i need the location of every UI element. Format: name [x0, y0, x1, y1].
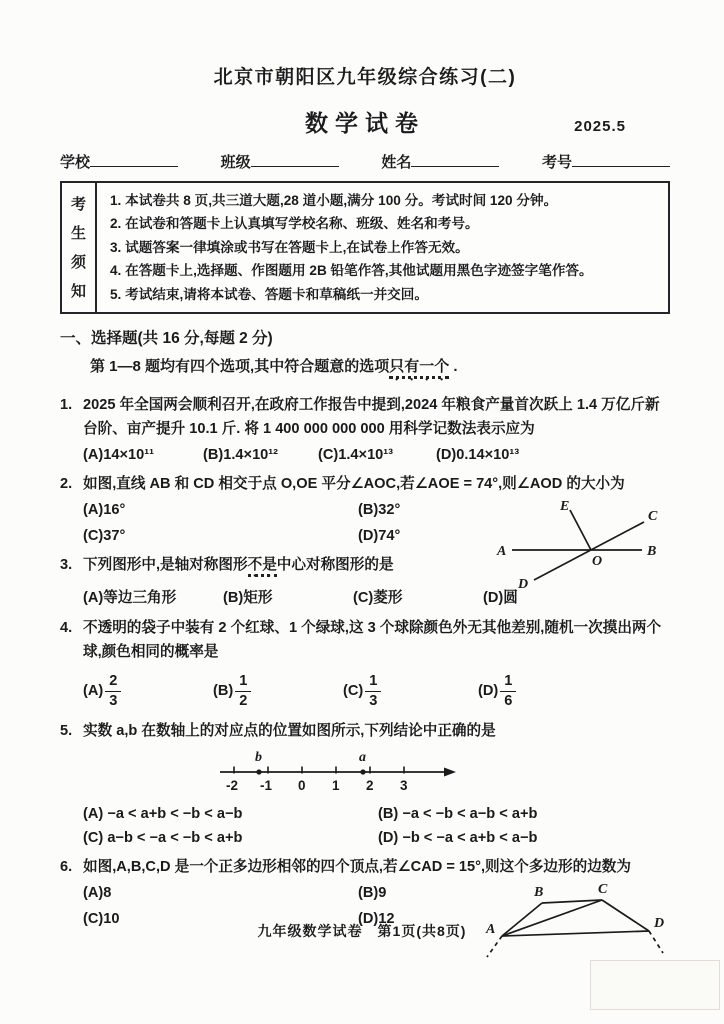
point-a-label: a — [359, 749, 366, 765]
notice-side-char: 考 — [70, 196, 86, 214]
notice-item: 2. 在试卷和答题卡上认真填写学校名称、班级、姓名和考号。 — [110, 216, 479, 232]
option-4a — [83, 673, 213, 710]
label-c: C — [598, 881, 608, 897]
question-3-options — [60, 586, 670, 607]
question-3-stem — [60, 553, 670, 580]
class-blank — [251, 152, 339, 167]
question-6-number: 6. — [60, 858, 73, 875]
question-5-stem — [60, 719, 670, 743]
question-1 — [60, 393, 670, 463]
label-b: B — [534, 884, 544, 900]
notice-item: 4. 在答题卡上,选择题、作图题用 2B 铅笔作答,其他试题用黑色字迹签字笔作答。 — [110, 263, 593, 279]
examno-label: 考号 — [541, 154, 572, 171]
question-4-number: 4. — [60, 620, 73, 637]
fraction — [365, 673, 381, 710]
notice-side-char: 知 — [70, 283, 86, 301]
label-b: B — [647, 544, 657, 560]
subject-row — [60, 105, 670, 137]
option-2a: (A)16° — [83, 502, 126, 519]
tick-label: 1 — [332, 777, 340, 793]
question-2-stem — [60, 472, 670, 496]
fraction — [500, 673, 516, 710]
label-a: A — [497, 544, 507, 560]
option-6d: (D)12 — [358, 910, 395, 927]
denominator: 6 — [504, 693, 513, 710]
label-d: D — [654, 915, 665, 931]
class-label: 班级 — [220, 154, 251, 171]
option-4a-label: (A) — [83, 683, 104, 700]
question-5 — [60, 719, 670, 846]
examno-field — [542, 151, 670, 172]
denominator: 3 — [109, 693, 118, 710]
option-2c: (C)37° — [83, 528, 126, 545]
question-4-stem — [60, 616, 670, 664]
option-6b: (B)9 — [358, 884, 387, 901]
option-2d: (D)74° — [358, 528, 401, 545]
question-3-emphasis: 不是 — [248, 557, 277, 577]
option-3d: (D)圆 — [483, 590, 518, 607]
point-b-label: b — [255, 749, 262, 765]
subject-title: 数学试卷 — [305, 110, 425, 136]
fraction — [235, 673, 251, 710]
tick-label: 3 — [400, 777, 408, 793]
numerator: 1 — [235, 673, 251, 692]
question-4-text: 不透明的袋子中装有 2 个红球、1 个绿球,这 3 个球除颜色外无其他差别,随机一次摸出两个球,颜色相同的概率是 — [83, 620, 662, 661]
notice-side-label — [62, 183, 97, 312]
number-line-figure — [212, 750, 462, 796]
notice-side-char: 生 — [70, 225, 86, 243]
scan-artifact — [590, 960, 720, 1010]
question-2-text: 如图,直线 AB 和 CD 相交于点 O,OE 平分∠AOC,若∠AOE = 74°,则∠AOD 的大小为 — [83, 476, 625, 493]
question-3-number: 3. — [60, 557, 73, 574]
class-field — [221, 151, 339, 172]
question-1-stem — [60, 393, 670, 441]
school-label: 学校 — [60, 154, 91, 171]
option-4d-label: (D) — [478, 683, 499, 700]
label-a: A — [486, 921, 496, 937]
option-4b-label: (B) — [213, 683, 234, 700]
tick-label: -2 — [226, 777, 239, 793]
tick-label: 2 — [366, 777, 374, 793]
denominator: 3 — [369, 693, 378, 710]
denominator: 2 — [239, 693, 248, 710]
question-2-number: 2. — [60, 476, 73, 493]
option-5b: (B) −a < −b < a−b < a+b — [378, 805, 538, 822]
notice-item: 3. 试题答案一律填涂或书写在答题卡上,在试卷上作答无效。 — [110, 239, 469, 255]
notice-side-char: 须 — [70, 254, 86, 272]
option-4b — [213, 673, 343, 710]
option-4c-label: (C) — [343, 683, 364, 700]
tick-label: -1 — [260, 777, 273, 793]
option-3b: (B)矩形 — [223, 590, 273, 607]
question-3-text-pre: 下列图形中,是轴对称图形 — [83, 557, 248, 574]
numerator: 2 — [105, 673, 121, 692]
question-4 — [60, 616, 670, 710]
option-3c: (C)菱形 — [353, 590, 403, 607]
option-5c: (C) a−b < −a < −b < a+b — [83, 829, 243, 846]
page-title: 北京市朝阳区九年级综合练习(二) — [213, 67, 517, 88]
notice-items — [97, 183, 668, 312]
student-info-row — [60, 151, 670, 172]
option-1d: (D)0.14×10¹³ — [436, 447, 520, 464]
intro-emphasis: 只有一个 — [389, 358, 449, 379]
section-heading: 一、选择题(共 16 分,每题 2 分) — [60, 329, 273, 347]
notice-item: 5. 考试结束,请将本试卷、答题卡和草稿纸一并交回。 — [110, 286, 428, 302]
option-6c: (C)10 — [83, 910, 120, 927]
section-intro — [60, 355, 670, 384]
option-1a: (A)14×10¹¹ — [83, 447, 154, 464]
label-o: O — [592, 554, 603, 570]
school-field — [60, 151, 178, 172]
question-5-text: 实数 a,b 在数轴上的对应点的位置如图所示,下列结论中正确的是 — [83, 722, 496, 739]
number-line-figure-wrap — [212, 750, 670, 800]
page-footer: 九年级数学试卷 第1页(共8页) — [257, 923, 467, 939]
option-6a: (A)8 — [83, 884, 112, 901]
question-6-stem — [60, 855, 670, 879]
name-label: 姓名 — [381, 154, 412, 171]
option-1c: (C)1.4×10¹³ — [318, 447, 394, 464]
question-5-number: 5. — [60, 722, 73, 739]
name-field — [381, 151, 499, 172]
question-1-options — [60, 447, 670, 463]
exam-date: 2025.5 — [574, 118, 626, 135]
option-2b: (B)32° — [358, 502, 401, 519]
question-6-text: 如图,A,B,C,D 是一个正多边形相邻的四个顶点,若∠CAD = 15°,则这个多边形的边数为 — [83, 858, 631, 875]
question-1-number: 1. — [60, 396, 73, 413]
question-3 — [60, 553, 670, 607]
numerator: 1 — [365, 673, 381, 692]
option-4d — [478, 673, 670, 710]
label-d: D — [518, 577, 529, 593]
option-5a: (A) −a < a+b < −b < a−b — [83, 805, 243, 822]
numerator: 1 — [500, 673, 516, 692]
option-1b: (B)1.4×10¹² — [203, 447, 279, 464]
intro-pre: 第 1—8 题均有四个选项,其中符合题意的选项 — [90, 357, 390, 375]
tick-label: 0 — [298, 777, 306, 793]
notice-item: 1. 本试卷共 8 页,共三道大题,28 道小题,满分 100 分。考试时间 120 分钟。 — [110, 193, 558, 208]
name-blank — [411, 152, 499, 167]
label-e: E — [560, 499, 570, 515]
label-c: C — [648, 509, 658, 525]
candidate-notice-box — [60, 181, 670, 314]
option-5d: (D) −b < −a < a+b < a−b — [378, 829, 538, 846]
question-5-options — [60, 806, 670, 846]
question-1-text: 2025 年全国两会顺利召开,在政府工作报告中提到,2024 年粮食产量首次跃上 1.4 万亿斤新台阶、亩产提升 10.1 斤. 将 1 400 000 000 000 用科学记数法表示应为 — [83, 396, 660, 437]
question-4-options — [60, 673, 670, 710]
examno-blank — [572, 152, 670, 167]
question-3-text-post: 中心对称图形的是 — [276, 557, 394, 574]
fraction — [105, 673, 121, 710]
intro-post: . — [449, 357, 458, 375]
school-blank — [90, 152, 178, 167]
option-3a: (A)等边三角形 — [83, 590, 177, 607]
option-4c — [343, 673, 478, 710]
